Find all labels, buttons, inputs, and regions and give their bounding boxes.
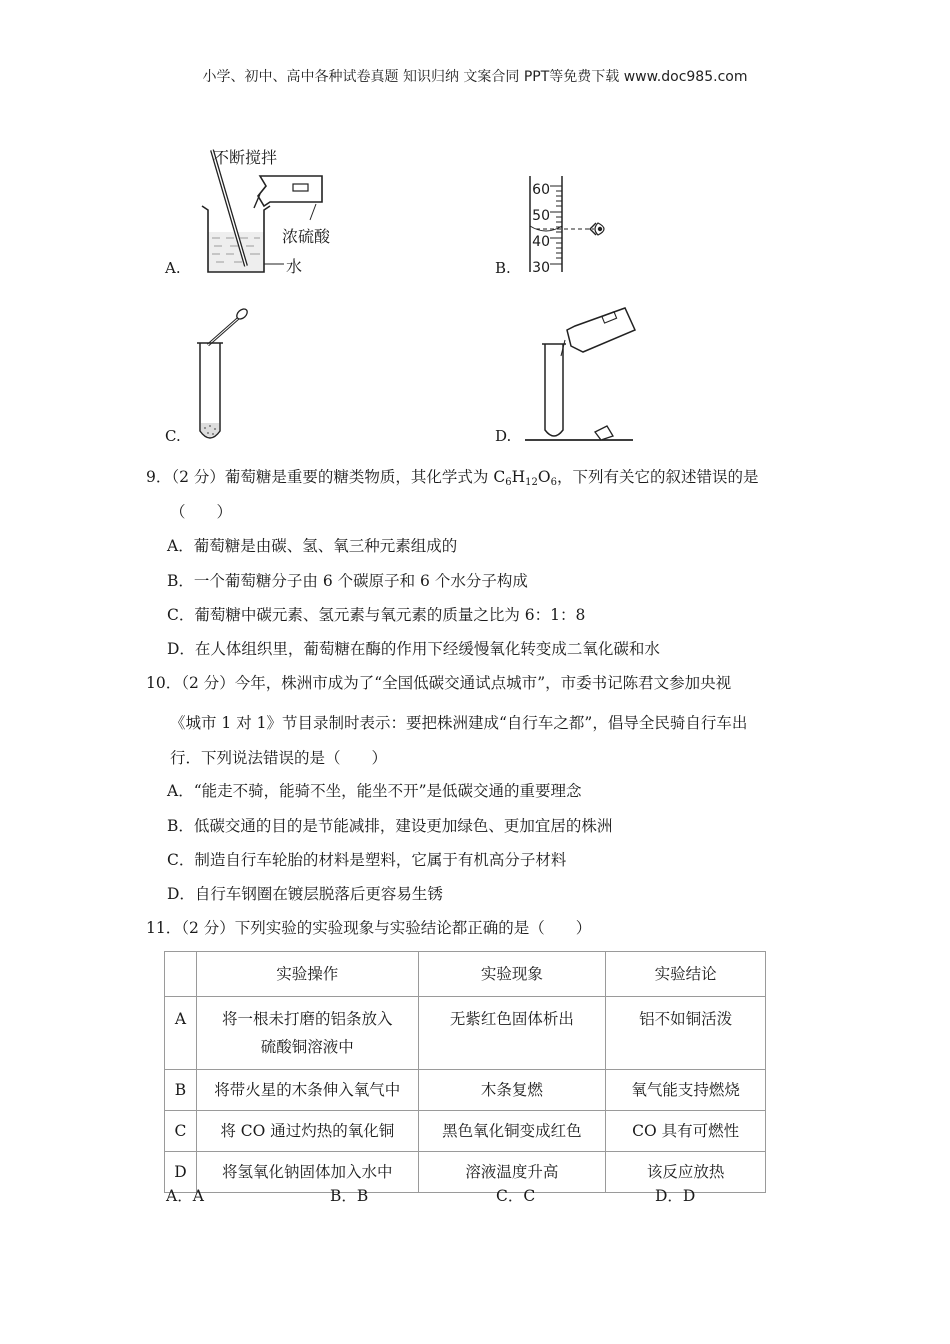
row-conclusion: 该反应放热 [606,1152,766,1193]
row-conclusion: 氧气能支持燃烧 [606,1070,766,1111]
q9-stem-pre: 9．（2 分）葡萄糖是重要的糖类物质，其化学式为 C [146,468,506,486]
table-header: 实验操作 [196,952,418,997]
row-operation: 将 CO 通过灼热的氧化铜 [196,1111,418,1152]
q10-stem-line3: 行．下列说法错误的是（ ） [170,749,388,767]
tick-label: 30 [532,260,550,276]
q11-answer-a: A．A [166,1187,204,1205]
tick-label: 40 [532,234,550,250]
q9-option-c: C．葡萄糖中碳元素、氢元素与氧元素的质量之比为 6：1：8 [167,606,586,624]
q10-option-d: D．自行车钢圈在镀层脱落后更容易生锈 [167,885,443,903]
row-operation [196,997,418,1070]
label-concentrated-acid: 浓硫酸 [282,227,331,246]
figure-d-letter: D. [495,427,512,445]
q11-answer-b: B．B [330,1187,369,1205]
q9-stem-post: ，下列有关它的叙述错误的是 [556,468,759,486]
experiment-table [164,951,766,1193]
q9-stem [146,467,758,493]
q9-formula-h: H [511,468,526,486]
figure-c-letter: C. [165,427,181,445]
table-header: 实验现象 [418,952,606,997]
q9-option-d: D．在人体组织里，葡萄糖在酶的作用下经缓慢氧化转变成二氧化碳和水 [167,640,660,658]
page-header: 小学、初中、高中各种试卷真题 知识归纳 文案合同 PPT等免费下载 www.doc985.com [202,69,748,85]
q10-option-b: B．低碳交通的目的是节能减排，建设更加绿色、更加宜居的株洲 [167,817,613,835]
q11-answer-c: C．C [496,1187,536,1205]
label-stir: 不断搅拌 [213,148,278,167]
row-operation-line: 硫酸铜溶液中 [260,1038,354,1056]
row-phenomenon: 溶液温度升高 [418,1152,606,1193]
row-id: D [165,1152,197,1193]
row-id: A [165,997,197,1070]
tick-label: 50 [532,208,550,224]
figure-a-letter: A. [165,259,181,277]
row-operation: 将带火星的木条伸入氧气中 [196,1070,418,1111]
row-id: C [165,1111,197,1152]
q9-sub: 6 [505,477,512,488]
table-row [165,1111,766,1152]
q9-sub: 12 [525,477,538,488]
q11-answer-d: D．D [655,1187,696,1205]
label-water: 水 [286,257,303,276]
q10-stem-line2: 《城市 1 对 1》节目录制时表示：要把株洲建成“自行车之都”，倡导全民骑自行车出 [170,714,748,732]
row-id: B [165,1070,197,1111]
row-phenomenon: 无紫红色固体析出 [418,997,606,1070]
row-phenomenon: 木条复燃 [418,1070,606,1111]
tick-label: 60 [532,182,550,198]
q11-stem: 11．（2 分）下列实验的实验现象与实验结论都正确的是（ ） [146,919,592,937]
row-conclusion: 铝不如铜活泼 [606,997,766,1070]
table-row [165,997,766,1070]
row-operation: 将氢氧化钠固体加入水中 [196,1152,418,1193]
q9-sub: 6 [550,477,557,488]
row-phenomenon: 黑色氧化铜变成红色 [418,1111,606,1152]
q10-stem-line1: 10．（2 分）今年，株洲市成为了“全国低碳交通试点城市”，市委书记陈君文参加央视 [146,674,732,692]
q9-bracket: （ ） [170,503,233,521]
figure-b-letter: B. [495,259,511,277]
q10-option-c: C．制造自行车轮胎的材料是塑料，它属于有机高分子材料 [167,851,567,869]
table-header [165,952,197,997]
table-header-row [165,952,766,997]
q10-option-a: A．“能走不骑，能骑不坐，能坐不开”是低碳交通的重要理念 [167,782,582,800]
row-conclusion: CO 具有可燃性 [606,1111,766,1152]
q9-formula-o: O [537,468,551,486]
q9-option-b: B．一个葡萄糖分子由 6 个碳原子和 6 个水分子构成 [167,572,528,590]
q9-option-a: A．葡萄糖是由碳、氢、氧三种元素组成的 [167,537,458,555]
table-header: 实验结论 [606,952,766,997]
row-operation-line: 将一根未打磨的铝条放入 [222,1010,393,1028]
figure-d-pouring [515,300,645,445]
figure-c-dropper [190,305,260,445]
table-row [165,1070,766,1111]
